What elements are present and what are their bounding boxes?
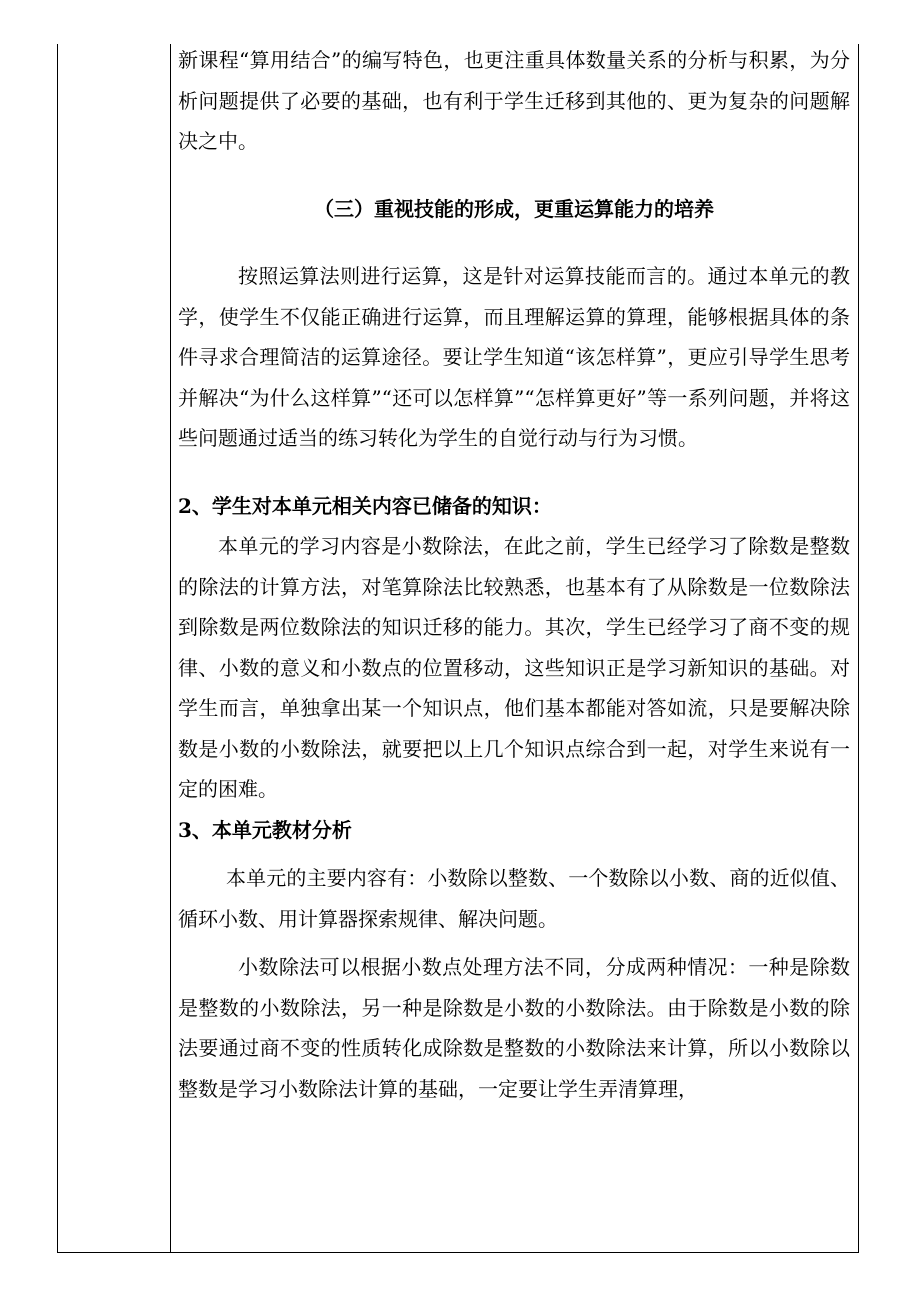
heading-prior-knowledge: 2、学生对本单元相关内容已储备的知识： (178, 493, 552, 518)
column-divider (170, 44, 171, 1253)
paragraph-skills: 按照运算法则进行运算，这是针对运算技能而言的。通过本单元的教学，使学生不仅能正确进行运算，而且理解运算的算理，能够根据具体的条件寻求合理简洁的运算途径。要让学生知道“该怎样算”，更应引导学生思考并解决“为什么这样算”“还可以怎样算”“怎样算更好”等一系列问题，并将这些问题通过适当的练习转化为学生的自觉行动与行为习惯。 (178, 264, 850, 450)
heading-material-analysis: 3、本单元教材分析 (178, 817, 352, 842)
paragraph-main-content: 本单元的主要内容有：小数除以整数、一个数除以小数、商的近似值、循环小数、用计算器探索规律、解决问题。 (178, 866, 850, 931)
paragraph-decimal-division: 小数除法可以根据小数点处理方法不同，分成两种情况：一种是除数是整数的小数除法，另一种是除数是小数的小数除法。由于除数是小数的除法要通过商不变的性质转化成除数是整数的小数除法来计算，所以小数除以整数是学习小数除法计算的基础，一定要让学生弄清算理， (178, 955, 850, 1101)
paragraph-intro-continued: 新课程“算用结合”的编写特色，也更注重具体数量关系的分析与积累，为分析问题提供了必要的基础，也有利于学生迁移到其他的、更为复杂的问题解决之中。 (178, 48, 850, 153)
paragraph-prior-knowledge: 本单元的学习内容是小数除法，在此之前，学生已经学习了除数是整数的除法的计算方法，对笔算除法比较熟悉，也基本有了从除数是一位数除法到除数是两位数除法的知识迁移的能力。其次，学生已经学习了商不变的规律、小数的意义和小数点的位置移动，这些知识正是学习新知识的基础。对学生而言，单独拿出某一个知识点，他们基本都能对答如流，只是要解决除数是小数的小数除法，就要把以上几个知识点综合到一起，对学生来说有一定的困难。 (178, 534, 850, 801)
document-content (178, 40, 850, 1109)
section-heading-three: （三）重视技能的形成，更重运算能力的培养 (314, 196, 714, 221)
